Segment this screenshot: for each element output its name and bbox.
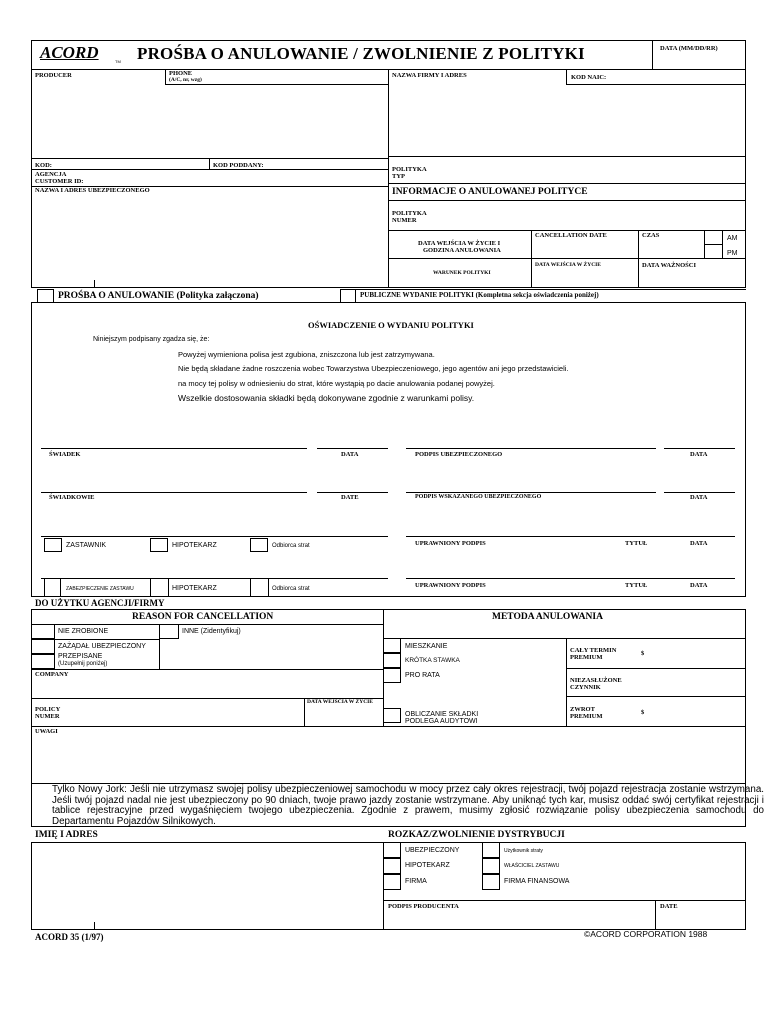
dollar-sign-2: $ — [641, 709, 645, 716]
statement-line-2: Nie będą składane żadne roszczenia wobec Towarzystwa Ubezpieczeniowego, jego agentów ani jego przedstawicieli. — [178, 364, 569, 373]
uzytkownik-label: Użytkownik straty — [504, 848, 543, 854]
zabezpieczenie-label: ZABEZPIECZENIE ZASTAWU — [66, 586, 134, 592]
niezasluzone-label: NIEZASŁUŻONE — [570, 677, 622, 684]
company-name-label: NAZWA FIRMY I ADRES — [392, 72, 467, 79]
caly-termin-label: CAŁY TERMIN — [570, 647, 617, 654]
nie-zrobione-checkbox[interactable] — [31, 624, 55, 639]
data-wejscia-label-2: DATA WEJŚCIA W ŻYCIE — [307, 699, 373, 705]
release-policy-checkbox[interactable] — [340, 289, 356, 303]
firma-label: FIRMA — [405, 878, 427, 885]
ny-notice: Tylko Nowy Jork: Jeśli nie utrzymasz swojej polisy ubezpieczeniowej samochodu w mocy przez cały okres rejestracji, twój pojazd rejestracja zostanie wstrzymana. Jeśli twój pojazd nadal nie jest ubezpieczony po 90 dniach, twoje prawo jazdy zostanie wstrzymane. Aby uniknąć tych kar, musisz oddać swój certyfikat rejestracji i tablice rejestracyjne przed wygaśnięciem twojego ubezpieczenia. Zgodnie z prawem, musimy zgłosić rozwiązanie polisy ubezpieczenia samochodu do Departamentu Pojazdów Silnikowych. — [52, 784, 764, 827]
data-label-1: DATA — [341, 451, 359, 458]
statement-line-1: Powyżej wymieniona polisa jest zgubiona, zniszczona lub jest zatrzymywana. — [178, 350, 435, 359]
eff-date-label-2: GODZINA ANULOWANIA — [423, 247, 501, 254]
podpis-wskazanego-label: PODPIS WSKAZANEGO UBEZPIECZONEGO — [415, 494, 542, 500]
customer-id-label: CUSTOMER ID: — [35, 178, 84, 185]
inne-label: INNE (Zidentyfikuj) — [182, 628, 241, 635]
nie-zrobione-label: NIE ZROBIONE — [58, 628, 109, 635]
agency-heading: DO UŻYTKU AGENCJI/FIRMY — [35, 598, 165, 608]
tytul-label-1: TYTUŁ — [625, 540, 648, 547]
cancellation-date-label: CANCELLATION DATE — [535, 232, 607, 239]
uzupelnij-label: (Uzupełnij poniżej) — [58, 661, 108, 667]
request-cancel-label: PROŚBA O ANULOWANIE (Polityka załączona) — [58, 291, 259, 301]
krotka-label: KRÓTKA STAWKA — [405, 657, 460, 664]
numer-label-2: NUMER — [35, 713, 60, 720]
obliczanie-label: OBLICZANIE SKŁADKI — [405, 711, 479, 718]
phone-label: PHONE — [169, 70, 193, 77]
inne-checkbox[interactable] — [159, 624, 179, 639]
statement-intro: Niniejszym podpisany zgadza się, że: — [93, 336, 210, 343]
obliczanie-checkbox[interactable] — [383, 708, 401, 723]
kod-label: KOD: — [35, 162, 52, 169]
swiadkowie-label: ŚWIADKOWIE — [49, 494, 95, 501]
przepisane-label: PRZEPISANE — [58, 653, 103, 660]
policy-label: POLICY — [35, 706, 61, 713]
mieszkanie-label: MIESZKANIE — [405, 643, 448, 650]
wlasciciel-label: WŁAŚCICIEL ZASTAWU — [504, 863, 560, 869]
podpis-producenta-label: PODPIS PRODUCENTA — [388, 903, 459, 910]
hipotekarz-dist-label: HIPOTEKARZ — [405, 862, 450, 869]
przepisane-checkbox[interactable] — [31, 654, 55, 669]
date-label: DATA (MM/DD/RR) — [660, 45, 718, 52]
am-label: AM — [727, 235, 738, 242]
statement-section — [31, 302, 746, 597]
typ-label: TYP — [392, 173, 405, 180]
company-label: COMPANY — [35, 671, 69, 678]
hipotekarz-checkbox[interactable] — [150, 538, 168, 552]
request-cancel-checkbox[interactable] — [37, 289, 54, 303]
ubezpieczony-checkbox[interactable] — [383, 842, 401, 858]
pro-rata-checkbox[interactable] — [383, 668, 401, 683]
zazadal-checkbox[interactable] — [31, 639, 55, 654]
hipotekarz-label: HIPOTEKARZ — [172, 542, 217, 549]
copyright: ©ACORD CORPORATION 1988 — [584, 929, 708, 939]
polityka-label: POLITYKA — [392, 166, 427, 173]
release-policy-label: PUBLICZNE WYDANIE POLITYKI (Kompletna sekcja oświadczenia poniżej) — [360, 291, 599, 299]
premium-label: PREMIUM — [570, 654, 603, 661]
uwagi-label: UWAGI — [35, 728, 58, 735]
firma-fin-checkbox[interactable] — [482, 874, 500, 890]
data-label-4: DATA — [690, 540, 708, 547]
data-wejscia-label: DATA WEJŚCIA W ŻYCIE — [535, 262, 601, 268]
data-label-2: DATA — [690, 451, 708, 458]
data-label-5: DATA — [690, 582, 708, 589]
uprawniony-podpis-label-1: UPRAWNIONY PODPIS — [415, 540, 486, 547]
numer-label: NUMER — [392, 217, 417, 224]
trademark: TM — [115, 59, 121, 64]
dollar-sign-1: $ — [641, 650, 645, 657]
firma-checkbox[interactable] — [383, 874, 401, 890]
odbiorca-label: Odbiorca strat — [272, 543, 310, 549]
wlasciciel-checkbox[interactable] — [482, 858, 500, 874]
method-heading: METODA ANULOWANIA — [492, 612, 603, 622]
rozkaz-heading: ROZKAZ/ZWOLNIENIE DYSTRYBUCJI — [388, 830, 565, 840]
statement-line-3: na mocy tej polisy w odniesieniu do strat, które wystąpią po dacie anulowania podanej powyżej. — [178, 379, 495, 388]
mieszkanie-checkbox[interactable] — [383, 638, 401, 653]
naic-label: KOD NAIC: — [571, 74, 607, 81]
date-label-bottom: DATE — [660, 903, 678, 910]
czas-label: CZAS — [642, 232, 660, 239]
podlega-label: PODLEGA AUDYTOWI — [405, 718, 478, 725]
insured-name-label: NAZWA I ADRES UBEZPIECZONEGO — [35, 187, 150, 194]
hipotekarz-dist-checkbox[interactable] — [383, 858, 401, 874]
zastawnik-label: ZASTAWNIK — [66, 542, 107, 549]
ubezpieczony-label: UBEZPIECZONY — [405, 847, 460, 854]
zastawnik-checkbox[interactable] — [44, 538, 62, 552]
czynnik-label: CZYNNIK — [570, 684, 601, 691]
zazadal-label: ZAŻĄDAŁ UBEZPIECZONY — [58, 643, 146, 650]
pm-label: PM — [727, 250, 738, 257]
warunek-label: WARUNEK POLITYKI — [433, 270, 491, 276]
tytul-label-2: TYTUŁ — [625, 582, 648, 589]
date-label-1: DATE — [341, 494, 359, 501]
podpis-ubezpieczonego-label: PODPIS UBEZPIECZONEGO — [415, 451, 503, 458]
data-label-3: DATA — [690, 494, 708, 501]
statement-line-4: Wszelkie dostosowania składki będą dokonywane zgodnie z warunkami polisy. — [178, 393, 475, 403]
krotka-checkbox[interactable] — [383, 653, 401, 668]
agencja-label: AGENCJA — [35, 171, 67, 178]
hipotekarz-label-2: HIPOTEKARZ — [172, 585, 217, 592]
statement-heading: OŚWIADCZENIE O WYDANIU POLITYKI — [308, 320, 474, 330]
odbiorca-checkbox[interactable] — [250, 538, 268, 552]
data-waznosci-label: DATA WAŻNOŚCI — [642, 262, 696, 269]
uprawniony-podpis-label-2: UPRAWNIONY PODPIS — [415, 582, 486, 589]
producer-label: PRODUCER — [35, 72, 72, 79]
phone-sub-label: (A/C, nr, wzg) — [169, 77, 202, 83]
odbiorca-label-2: Odbiorca strat — [272, 586, 310, 592]
kod-poddany-label: KOD PODDANY: — [213, 162, 264, 169]
zwrot-label: ZWROT — [570, 706, 595, 713]
premium-label-2: PREMIUM — [570, 713, 603, 720]
pro-rata-label: PRO RATA — [405, 672, 440, 679]
reason-heading: REASON FOR CANCELLATION — [132, 612, 274, 622]
info-heading: INFORMACJE O ANULOWANEJ POLITYCE — [392, 187, 588, 197]
acord-logo: ACORD — [40, 43, 99, 62]
swiadek-label: ŚWIADEK — [49, 451, 81, 458]
polityka2-label: POLITYKA — [392, 210, 427, 217]
form-number: ACORD 35 (1/97) — [35, 932, 104, 942]
form-title: PROŚBA O ANULOWANIE / ZWOLNIENIE Z POLITYKI — [137, 44, 585, 63]
firma-fin-label: FIRMA FINANSOWA — [504, 878, 570, 885]
uzytkownik-checkbox[interactable] — [482, 842, 500, 858]
imie-heading: IMIĘ I ADRES — [35, 830, 98, 840]
eff-date-label-1: DATA WEJŚCIA W ŻYCIE I — [418, 240, 501, 247]
